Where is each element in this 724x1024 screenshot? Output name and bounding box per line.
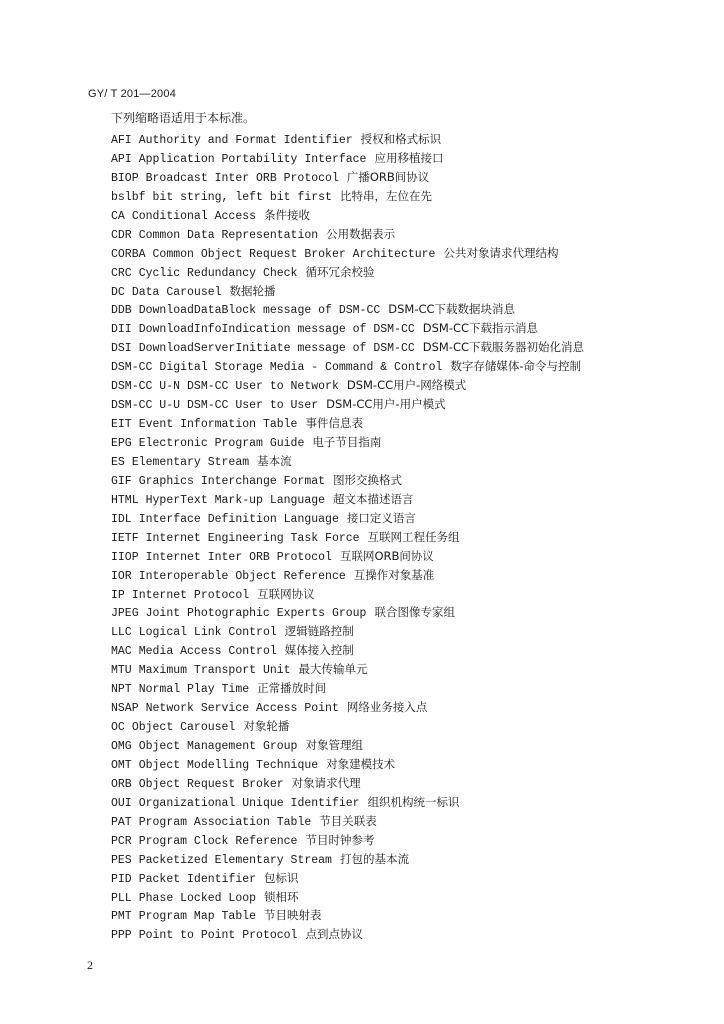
- english-expansion: Organizational Unique Identifier: [138, 796, 360, 810]
- chinese-translation: 正常播放时间: [257, 681, 327, 696]
- english-expansion: Data Carousel: [131, 285, 222, 299]
- abbreviation-row: [111, 149, 584, 168]
- abbreviation-row: [111, 282, 584, 301]
- abbreviation-row: [111, 906, 584, 925]
- chinese-translation: 网络业务接入点: [346, 700, 428, 715]
- english-expansion: Packet Identifier: [138, 872, 257, 886]
- chinese-translation: 最大传输单元: [298, 662, 368, 677]
- abbreviation-term: JPEG: [111, 607, 139, 621]
- abbreviation-row: [111, 263, 584, 282]
- abbreviation-term: DSM-CC U-N: [111, 380, 181, 394]
- english-expansion: Internet Engineering Task Force: [145, 531, 360, 545]
- abbreviation-row: [111, 603, 584, 622]
- abbreviation-term: GIF: [111, 474, 132, 488]
- chinese-translation: 应用移植接口: [374, 150, 444, 165]
- chinese-translation: 图形交换格式: [333, 472, 403, 487]
- abbreviation-term: API: [111, 152, 132, 166]
- chinese-translation: 打包的基本流: [339, 851, 409, 866]
- abbreviation-term: IIOP: [111, 550, 139, 564]
- chinese-translation: DSM-CC用户-网络模式: [346, 378, 467, 393]
- english-expansion: Normal Play Time: [138, 683, 250, 697]
- chinese-translation: DSM-CC下载服务器初始化消息: [422, 340, 585, 355]
- abbreviation-row: [111, 168, 584, 187]
- abbreviation-row: [111, 300, 584, 319]
- chinese-translation: 广播ORB间协议: [346, 169, 430, 184]
- abbreviation-term: DSM-CC U-U: [111, 399, 181, 413]
- english-expansion: Digital Storage Media - Command & Control: [159, 361, 443, 375]
- chinese-translation: 逻辑链路控制: [284, 624, 354, 639]
- abbreviation-term: OMT: [111, 758, 132, 772]
- abbreviation-term: CDR: [111, 228, 132, 242]
- english-expansion: DownloadDataBlock message of DSM-CC: [138, 304, 381, 318]
- abbreviation-row: [111, 414, 584, 433]
- abbreviation-row: [111, 850, 584, 869]
- abbreviation-term: ES: [111, 455, 125, 469]
- chinese-translation: 公用数据表示: [326, 226, 396, 241]
- abbreviation-term: HTML: [111, 493, 139, 507]
- abbreviation-term: OUI: [111, 796, 132, 810]
- chinese-translation: 比特串，左位在先: [339, 188, 432, 203]
- abbreviation-row: [111, 831, 584, 850]
- abbreviation-row: [111, 319, 584, 338]
- english-expansion: DSM-CC User to User: [187, 399, 319, 413]
- abbreviation-term: EPG: [111, 437, 132, 450]
- abbreviation-row: [111, 471, 584, 490]
- abbreviation-row: [111, 622, 584, 641]
- chinese-translation: DSM-CC下载指示消息: [422, 321, 539, 336]
- english-expansion: Interoperable Object Reference: [138, 569, 346, 583]
- abbreviation-row: [111, 717, 584, 736]
- chinese-translation: 基本流: [257, 453, 292, 468]
- abbreviation-row: [111, 528, 584, 547]
- english-expansion: Media Access Control: [138, 645, 277, 659]
- chinese-translation: 包标识: [264, 870, 299, 885]
- abbreviation-row: [111, 755, 584, 774]
- abbreviation-term: BIOP: [111, 171, 139, 185]
- english-expansion: Common Object Request Broker Architecture: [152, 247, 436, 261]
- abbreviation-row: [111, 452, 584, 471]
- abbreviation-term: PES: [111, 853, 132, 867]
- chinese-translation: DSM-CC用户-用户模式: [326, 397, 446, 412]
- chinese-translation: 循环冗余校验: [305, 264, 375, 279]
- abbreviation-row: [111, 509, 584, 528]
- english-expansion: Packetized Elementary Stream: [138, 853, 332, 867]
- chinese-translation: 对象轮播: [243, 719, 290, 734]
- english-expansion: Common Data Representation: [138, 228, 319, 242]
- abbreviation-term: PLL: [111, 891, 132, 905]
- english-expansion: Program Clock Reference: [138, 834, 298, 848]
- abbreviation-row: [111, 225, 584, 244]
- abbreviation-row: [111, 793, 584, 812]
- english-expansion: Object Request Broker: [138, 777, 284, 791]
- abbreviation-row: [111, 376, 584, 395]
- abbreviation-term: DC: [111, 285, 125, 299]
- abbreviation-row: [111, 490, 584, 509]
- abbreviation-row: [111, 585, 584, 604]
- abbreviation-row: [111, 869, 584, 888]
- abbreviation-row: [111, 566, 584, 585]
- intro-sentence: 下列缩略语适用于本标准。: [111, 111, 256, 125]
- abbreviation-row: [111, 433, 584, 452]
- chinese-translation: 条件接收: [264, 207, 311, 222]
- chinese-translation: 数字存储媒体-命令与控制: [450, 359, 582, 374]
- english-expansion: DownloadInfoIndication message of DSM-CC: [138, 323, 415, 337]
- chinese-translation: 电子节目指南: [312, 435, 382, 449]
- abbreviation-row: [111, 698, 584, 717]
- abbreviation-term: MAC: [111, 645, 132, 659]
- english-expansion: Authority and Format Identifier: [138, 134, 353, 147]
- abbreviation-row: [111, 925, 584, 944]
- chinese-translation: 节目时钟参考: [305, 832, 375, 847]
- abbreviation-row: [111, 130, 584, 149]
- abbreviation-term: ORB: [111, 777, 132, 791]
- abbreviation-term: PAT: [111, 815, 132, 829]
- chinese-translation: 接口定义语言: [346, 510, 416, 525]
- abbreviation-term: PPP: [111, 929, 132, 943]
- chinese-translation: 互联网协议: [257, 586, 315, 601]
- chinese-translation: 互联网ORB间协议: [339, 548, 434, 563]
- abbreviation-term: IP: [111, 588, 125, 602]
- abbreviation-row: [111, 206, 584, 225]
- english-expansion: Program Map Table: [138, 910, 257, 924]
- english-expansion: Cyclic Redundancy Check: [138, 266, 298, 280]
- abbreviation-term: CA: [111, 209, 125, 223]
- chinese-translation: 联合图像专家组: [374, 605, 455, 620]
- english-expansion: Point to Point Protocol: [138, 929, 298, 943]
- english-expansion: Electronic Program Guide: [138, 437, 305, 450]
- abbreviation-term: OC: [111, 721, 125, 735]
- english-expansion: Application Portability Interface: [138, 152, 367, 166]
- chinese-translation: 点到点协议: [305, 927, 363, 942]
- abbreviation-term: IDL: [111, 512, 132, 526]
- abbreviation-term: CRC: [111, 266, 132, 280]
- chinese-translation: 互操作对象基准: [353, 567, 435, 582]
- english-expansion: Object Management Group: [138, 740, 298, 753]
- standard-code-header: GY/ T 201—2004: [88, 88, 177, 100]
- abbreviation-row: [111, 244, 584, 263]
- abbreviation-term: PMT: [111, 910, 132, 924]
- chinese-translation: 锁相环: [264, 889, 299, 904]
- chinese-translation: 对象管理组: [305, 738, 363, 752]
- english-expansion: DownloadServerInitiate message of DSM-CC: [138, 342, 415, 356]
- chinese-translation: 组织机构统一标识: [367, 794, 460, 809]
- chinese-translation: 节目关联表: [319, 813, 377, 828]
- chinese-translation: 对象建模技术: [326, 756, 396, 771]
- abbreviation-row: [111, 641, 584, 660]
- abbreviation-term: DII: [111, 323, 132, 337]
- chinese-translation: 互联网工程任务组: [367, 529, 460, 544]
- abbreviation-term: DSM-CC: [111, 361, 153, 375]
- english-expansion: Program Association Table: [138, 815, 312, 829]
- english-expansion: Interface Definition Language: [138, 512, 339, 526]
- abbreviation-term: CORBA: [111, 247, 146, 261]
- abbreviation-row: [111, 774, 584, 793]
- abbreviation-term: DDB: [111, 304, 132, 318]
- abbreviation-term: NSAP: [111, 702, 139, 716]
- abbreviation-list: [111, 130, 584, 944]
- abbreviation-row: [111, 679, 584, 698]
- abbreviation-row: [111, 357, 584, 376]
- page-number: 2: [87, 958, 93, 972]
- chinese-translation: 事件信息表: [305, 416, 363, 431]
- abbreviation-row: [111, 660, 584, 679]
- abbreviation-row: [111, 888, 584, 907]
- english-expansion: Network Service Access Point: [145, 702, 339, 716]
- abbreviation-term: NPT: [111, 683, 132, 697]
- english-expansion: Graphics Interchange Format: [138, 474, 326, 488]
- abbreviation-term: DSI: [111, 342, 132, 356]
- english-expansion: Broadcast Inter ORB Protocol: [145, 171, 339, 185]
- english-expansion: HyperText Mark-up Language: [145, 493, 326, 507]
- english-expansion: Conditional Access: [131, 209, 257, 223]
- chinese-translation: 节目映射表: [264, 908, 322, 923]
- english-expansion: Maximum Transport Unit: [138, 664, 291, 678]
- chinese-translation: 媒体接入控制: [284, 643, 354, 658]
- abbreviation-term: OMG: [111, 740, 132, 753]
- abbreviation-row: [111, 338, 584, 357]
- abbreviation-term: LLC: [111, 626, 132, 640]
- abbreviation-row: [111, 812, 584, 831]
- abbreviation-term: MTU: [111, 664, 132, 678]
- chinese-translation: 超文本描述语言: [333, 491, 414, 506]
- english-expansion: Logical Link Control: [138, 626, 277, 640]
- abbreviation-term: AFI: [111, 134, 132, 147]
- english-expansion: Internet Inter ORB Protocol: [145, 550, 332, 564]
- abbreviation-term: PCR: [111, 834, 132, 848]
- abbreviation-term: IETF: [111, 531, 139, 545]
- english-expansion: Joint Photographic Experts Group: [145, 607, 367, 621]
- chinese-translation: 授权和格式标识: [360, 132, 442, 146]
- abbreviation-term: PID: [111, 872, 132, 886]
- english-expansion: Internet Protocol: [131, 588, 250, 602]
- english-expansion: Event Information Table: [138, 418, 298, 432]
- english-expansion: Phase Locked Loop: [138, 891, 257, 905]
- abbreviation-term: IOR: [111, 569, 132, 583]
- english-expansion: DSM-CC User to Network: [187, 380, 339, 394]
- english-expansion: Object Modelling Technique: [138, 758, 319, 772]
- chinese-translation: 对象请求代理: [291, 775, 361, 790]
- abbreviation-term: EIT: [111, 418, 132, 432]
- abbreviation-row: [111, 736, 584, 755]
- english-expansion: Elementary Stream: [131, 455, 250, 469]
- abbreviation-row: [111, 395, 584, 414]
- abbreviation-row: [111, 547, 584, 566]
- chinese-translation: DSM-CC下载数据块消息: [388, 302, 516, 317]
- abbreviation-row: [111, 187, 584, 206]
- english-expansion: bit string, left bit first: [152, 190, 332, 204]
- english-expansion: Object Carousel: [131, 721, 236, 735]
- chinese-translation: 公共对象请求代理结构: [443, 245, 559, 260]
- abbreviation-term: bslbf: [111, 190, 146, 204]
- chinese-translation: 数据轮播: [229, 283, 276, 298]
